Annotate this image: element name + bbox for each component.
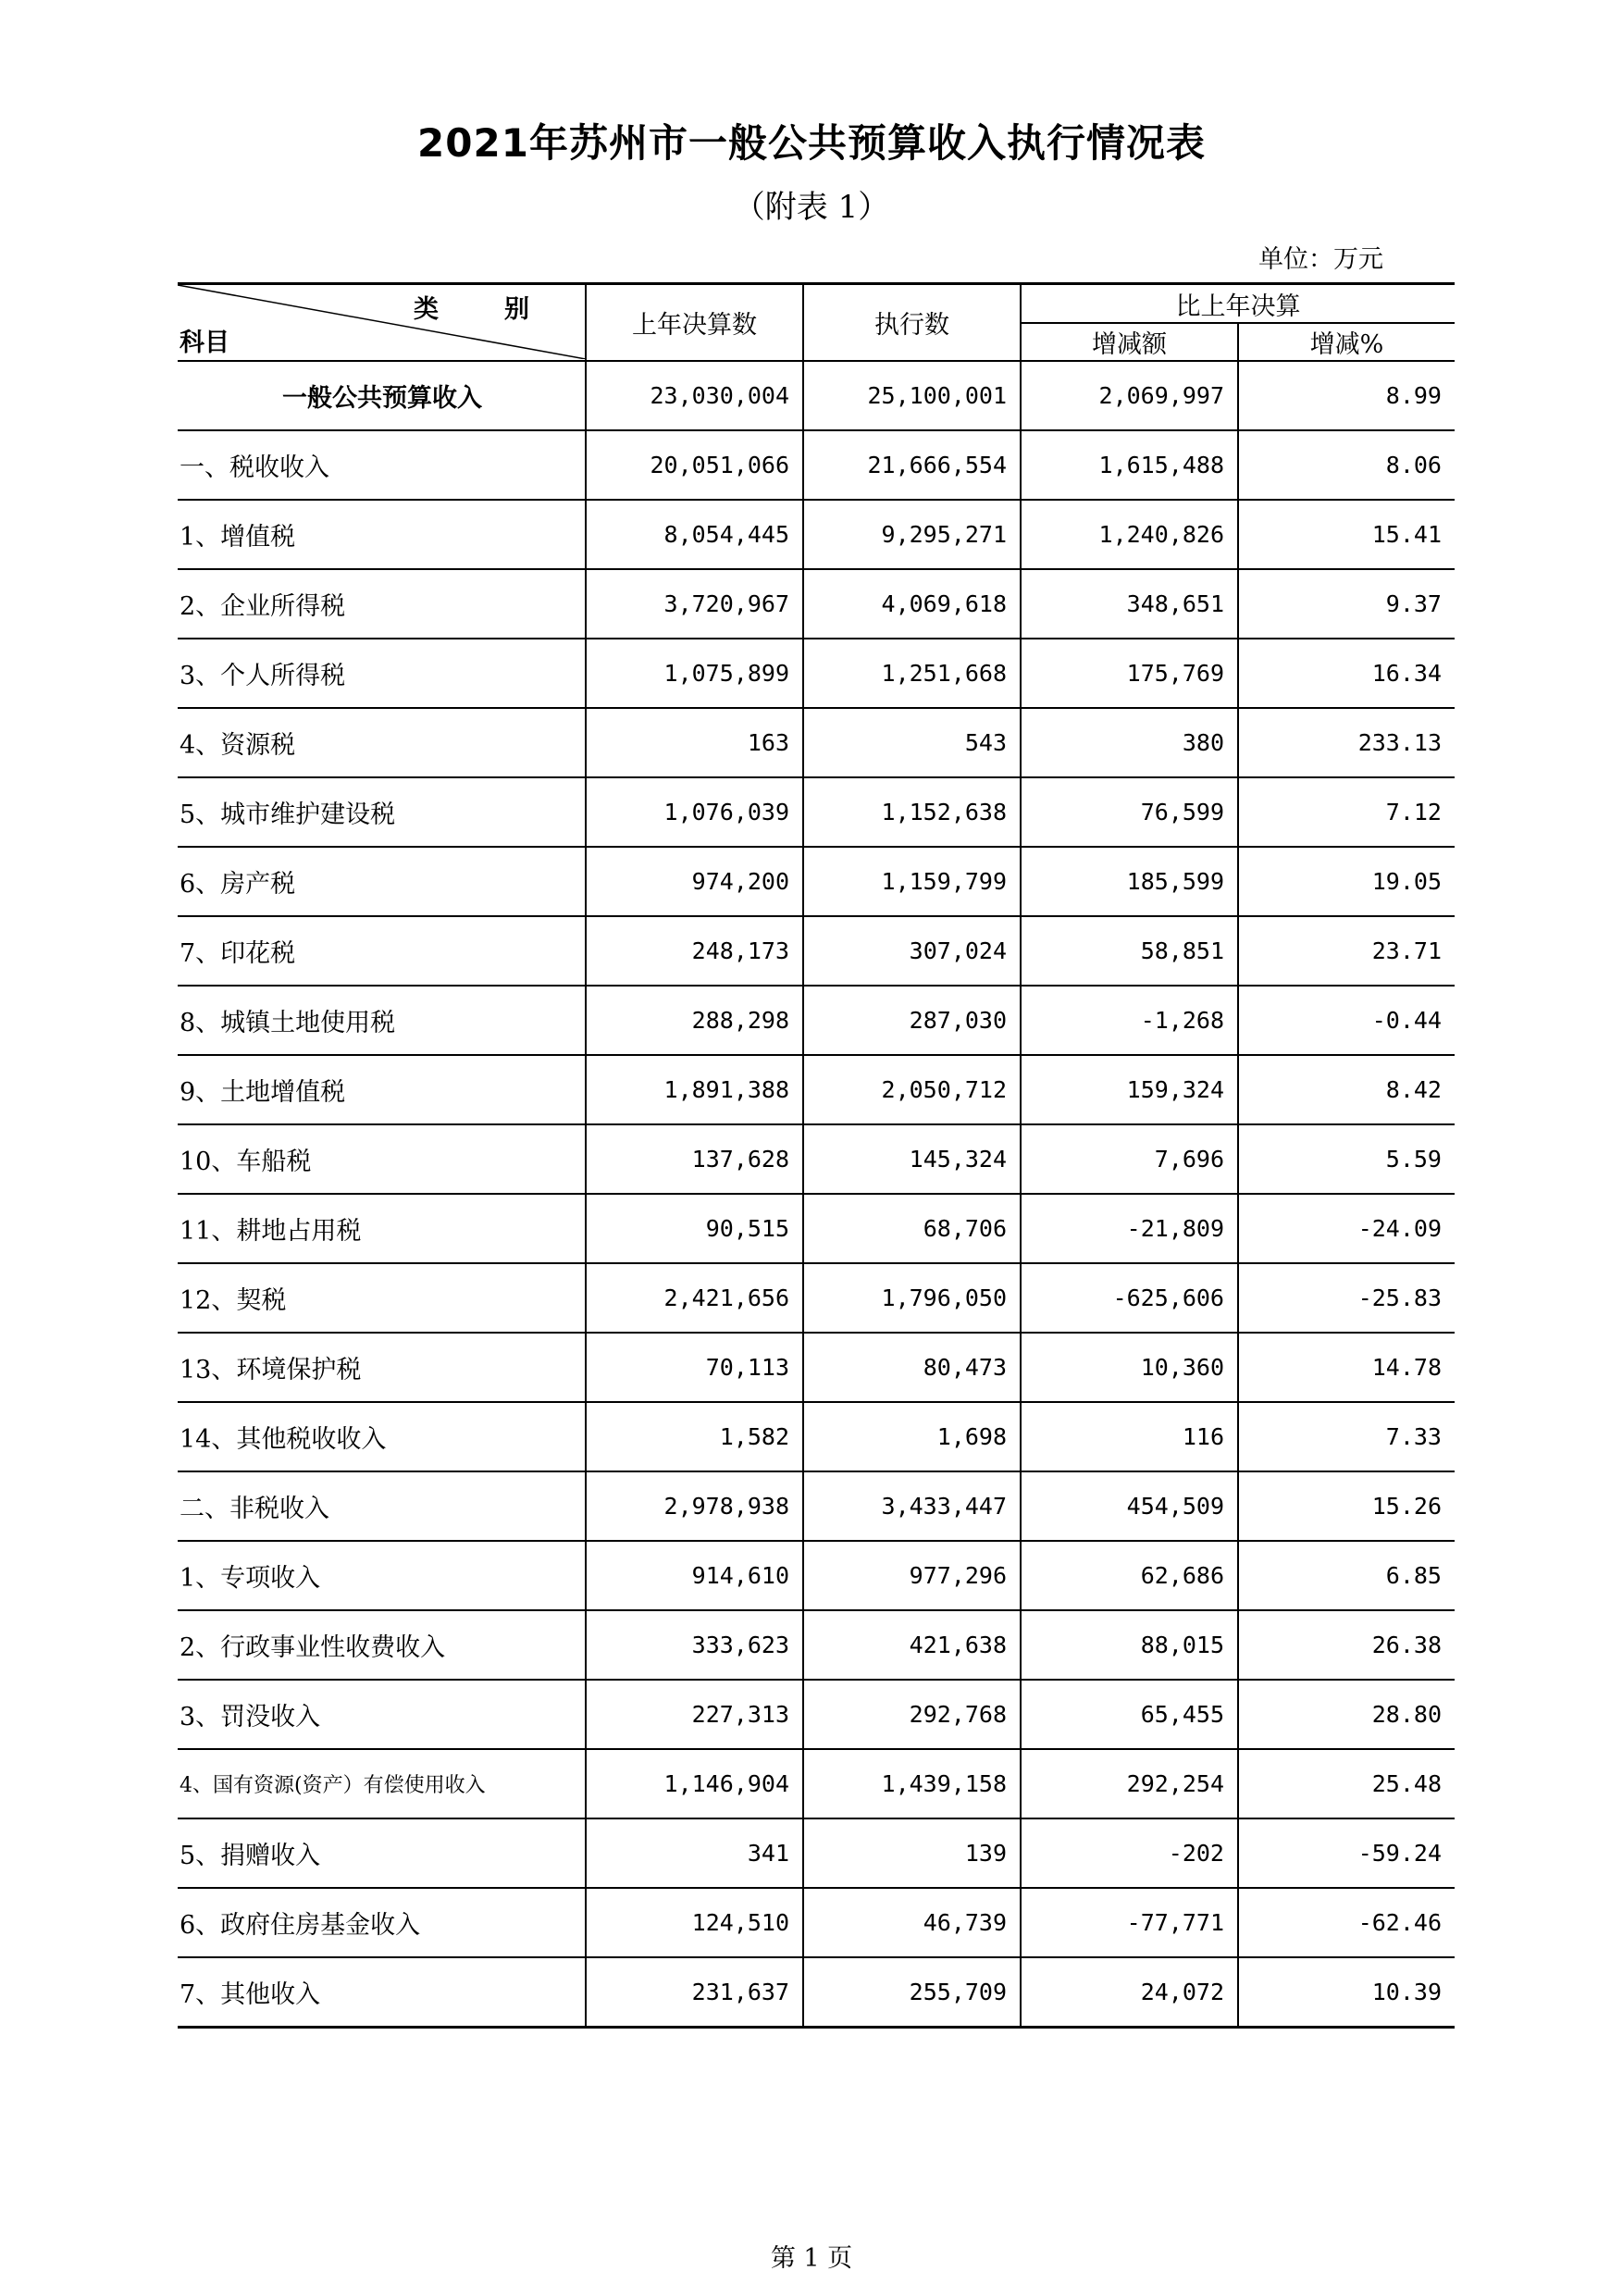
row-exec-value: 139 [803, 1818, 1021, 1888]
row-pct-value: -24.09 [1238, 1194, 1455, 1263]
row-prev-value: 341 [586, 1818, 803, 1888]
row-prev-value: 20,051,066 [586, 430, 803, 500]
row-name: 二、非税收入 [178, 1471, 586, 1541]
header-change: 增减额 [1021, 323, 1238, 361]
row-name: 11、耕地占用税 [178, 1194, 586, 1263]
row-pct-value: 8.99 [1238, 361, 1455, 430]
row-change-value: 1,240,826 [1021, 500, 1238, 569]
header-diagonal-cell [178, 284, 586, 362]
row-pct-value: 14.78 [1238, 1333, 1455, 1402]
row-change-value: 24,072 [1021, 1957, 1238, 2028]
table-row [178, 847, 1455, 916]
row-pct-value: 23.71 [1238, 916, 1455, 986]
row-name: 10、车船税 [178, 1124, 586, 1194]
row-exec-value: 2,050,712 [803, 1055, 1021, 1124]
row-pct-value: 7.33 [1238, 1402, 1455, 1471]
header-exec: 执行数 [803, 284, 1021, 362]
row-pct-value: 6.85 [1238, 1541, 1455, 1610]
row-name: 13、环境保护税 [178, 1333, 586, 1402]
row-change-value: 62,686 [1021, 1541, 1238, 1610]
row-exec-value: 80,473 [803, 1333, 1021, 1402]
row-prev-value: 70,113 [586, 1333, 803, 1402]
row-change-value: 7,696 [1021, 1124, 1238, 1194]
row-name: 3、个人所得税 [178, 639, 586, 708]
table-row [178, 916, 1455, 986]
row-name: 9、土地增值税 [178, 1055, 586, 1124]
row-prev-value: 8,054,445 [586, 500, 803, 569]
row-pct-value: 26.38 [1238, 1610, 1455, 1680]
row-change-value: -77,771 [1021, 1888, 1238, 1957]
row-name: 6、政府住房基金收入 [178, 1888, 586, 1957]
table-row [178, 569, 1455, 639]
row-change-value: 2,069,997 [1021, 361, 1238, 430]
row-prev-value: 288,298 [586, 986, 803, 1055]
table-row [178, 1818, 1455, 1888]
row-prev-value: 3,720,967 [586, 569, 803, 639]
table-row [178, 1541, 1455, 1610]
row-prev-value: 248,173 [586, 916, 803, 986]
table-row [178, 1749, 1455, 1818]
row-exec-value: 307,024 [803, 916, 1021, 986]
row-exec-value: 287,030 [803, 986, 1021, 1055]
row-change-value: 76,599 [1021, 777, 1238, 847]
row-exec-value: 543 [803, 708, 1021, 777]
row-pct-value: 10.39 [1238, 1957, 1455, 2028]
row-change-value: 58,851 [1021, 916, 1238, 986]
row-prev-value: 2,978,938 [586, 1471, 803, 1541]
row-exec-value: 1,159,799 [803, 847, 1021, 916]
row-pct-value: 19.05 [1238, 847, 1455, 916]
table-row [178, 1402, 1455, 1471]
table-row [178, 1333, 1455, 1402]
row-exec-value: 1,796,050 [803, 1263, 1021, 1333]
row-pct-value: -25.83 [1238, 1263, 1455, 1333]
row-change-value: 1,615,488 [1021, 430, 1238, 500]
row-exec-value: 1,439,158 [803, 1749, 1021, 1818]
row-change-value: 454,509 [1021, 1471, 1238, 1541]
table-row [178, 1680, 1455, 1749]
row-name: 5、捐赠收入 [178, 1818, 586, 1888]
page-title: 2021年苏州市一般公共预算收入执行情况表 [417, 120, 1206, 166]
row-exec-value: 9,295,271 [803, 500, 1021, 569]
row-pct-value: 9.37 [1238, 569, 1455, 639]
table-row [178, 1888, 1455, 1957]
row-name: 7、其他收入 [178, 1957, 586, 2028]
row-name: 1、专项收入 [178, 1541, 586, 1610]
row-prev-value: 124,510 [586, 1888, 803, 1957]
table-row [178, 1957, 1455, 2028]
page-subtitle: （附表 1） [733, 189, 890, 226]
table-row [178, 1610, 1455, 1680]
row-name: 8、城镇土地使用税 [178, 986, 586, 1055]
row-exec-value: 1,698 [803, 1402, 1021, 1471]
row-pct-value: -59.24 [1238, 1818, 1455, 1888]
row-exec-value: 255,709 [803, 1957, 1021, 2028]
row-prev-value: 1,076,039 [586, 777, 803, 847]
row-prev-value: 333,623 [586, 1610, 803, 1680]
row-pct-value: -0.44 [1238, 986, 1455, 1055]
row-exec-value: 1,251,668 [803, 639, 1021, 708]
row-prev-value: 974,200 [586, 847, 803, 916]
table-row [178, 500, 1455, 569]
row-prev-value: 23,030,004 [586, 361, 803, 430]
row-exec-value: 68,706 [803, 1194, 1021, 1263]
row-change-value: 292,254 [1021, 1749, 1238, 1818]
row-exec-value: 4,069,618 [803, 569, 1021, 639]
page-footer: 第 1 页 [770, 2244, 853, 2273]
row-prev-value: 1,146,904 [586, 1749, 803, 1818]
row-pct-value: 15.41 [1238, 500, 1455, 569]
table-row [178, 777, 1455, 847]
row-exec-value: 46,739 [803, 1888, 1021, 1957]
row-pct-value: 7.12 [1238, 777, 1455, 847]
table-row [178, 430, 1455, 500]
row-prev-value: 227,313 [586, 1680, 803, 1749]
row-prev-value: 1,075,899 [586, 639, 803, 708]
row-change-value: 159,324 [1021, 1055, 1238, 1124]
row-prev-value: 137,628 [586, 1124, 803, 1194]
table-row [178, 361, 1455, 430]
row-change-value: -1,268 [1021, 986, 1238, 1055]
table-row [178, 1194, 1455, 1263]
row-prev-value: 163 [586, 708, 803, 777]
row-name: 5、城市维护建设税 [178, 777, 586, 847]
row-prev-value: 2,421,656 [586, 1263, 803, 1333]
row-prev-value: 90,515 [586, 1194, 803, 1263]
row-change-value: -21,809 [1021, 1194, 1238, 1263]
table-row [178, 1055, 1455, 1124]
row-prev-value: 1,582 [586, 1402, 803, 1471]
row-name: 1、增值税 [178, 500, 586, 569]
row-prev-value: 231,637 [586, 1957, 803, 2028]
header-category: 类 别 [414, 295, 550, 324]
row-change-value: 185,599 [1021, 847, 1238, 916]
row-name: 一般公共预算收入 [178, 361, 586, 430]
row-pct-value: 233.13 [1238, 708, 1455, 777]
revenue-table [178, 282, 1455, 2029]
row-name: 4、国有资源(资产）有偿使用收入 [178, 1749, 586, 1818]
table-row [178, 1124, 1455, 1194]
unit-label: 单位：万元 [1258, 245, 1383, 274]
row-change-value: 88,015 [1021, 1610, 1238, 1680]
row-change-value: 116 [1021, 1402, 1238, 1471]
table-body [178, 361, 1455, 2028]
row-name: 4、资源税 [178, 708, 586, 777]
row-exec-value: 145,324 [803, 1124, 1021, 1194]
row-name: 2、行政事业性收费收入 [178, 1610, 586, 1680]
row-exec-value: 21,666,554 [803, 430, 1021, 500]
row-exec-value: 977,296 [803, 1541, 1021, 1610]
row-change-value: -625,606 [1021, 1263, 1238, 1333]
row-name: 7、印花税 [178, 916, 586, 986]
row-pct-value: 8.06 [1238, 430, 1455, 500]
header-prev: 上年决算数 [586, 284, 803, 362]
row-name: 3、罚没收入 [178, 1680, 586, 1749]
table-row [178, 986, 1455, 1055]
table-row [178, 1263, 1455, 1333]
row-change-value: 10,360 [1021, 1333, 1238, 1402]
table-row [178, 639, 1455, 708]
row-name: 14、其他税收收入 [178, 1402, 586, 1471]
row-exec-value: 421,638 [803, 1610, 1021, 1680]
row-name: 12、契税 [178, 1263, 586, 1333]
row-name: 6、房产税 [178, 847, 586, 916]
row-pct-value: -62.46 [1238, 1888, 1455, 1957]
row-prev-value: 1,891,388 [586, 1055, 803, 1124]
row-pct-value: 25.48 [1238, 1749, 1455, 1818]
row-exec-value: 25,100,001 [803, 361, 1021, 430]
row-change-value: 380 [1021, 708, 1238, 777]
row-pct-value: 5.59 [1238, 1124, 1455, 1194]
row-pct-value: 16.34 [1238, 639, 1455, 708]
row-pct-value: 8.42 [1238, 1055, 1455, 1124]
header-subject: 科目 [180, 329, 229, 357]
row-pct-value: 15.26 [1238, 1471, 1455, 1541]
row-name: 一、税收收入 [178, 430, 586, 500]
row-change-value: 175,769 [1021, 639, 1238, 708]
row-prev-value: 914,610 [586, 1541, 803, 1610]
header-compare: 比上年决算 [1021, 284, 1455, 324]
row-change-value: 348,651 [1021, 569, 1238, 639]
row-pct-value: 28.80 [1238, 1680, 1455, 1749]
row-exec-value: 292,768 [803, 1680, 1021, 1749]
row-name: 2、企业所得税 [178, 569, 586, 639]
table-row [178, 708, 1455, 777]
header-pct: 增减% [1238, 323, 1455, 361]
table-row [178, 1471, 1455, 1541]
row-exec-value: 3,433,447 [803, 1471, 1021, 1541]
row-change-value: -202 [1021, 1818, 1238, 1888]
row-change-value: 65,455 [1021, 1680, 1238, 1749]
row-exec-value: 1,152,638 [803, 777, 1021, 847]
